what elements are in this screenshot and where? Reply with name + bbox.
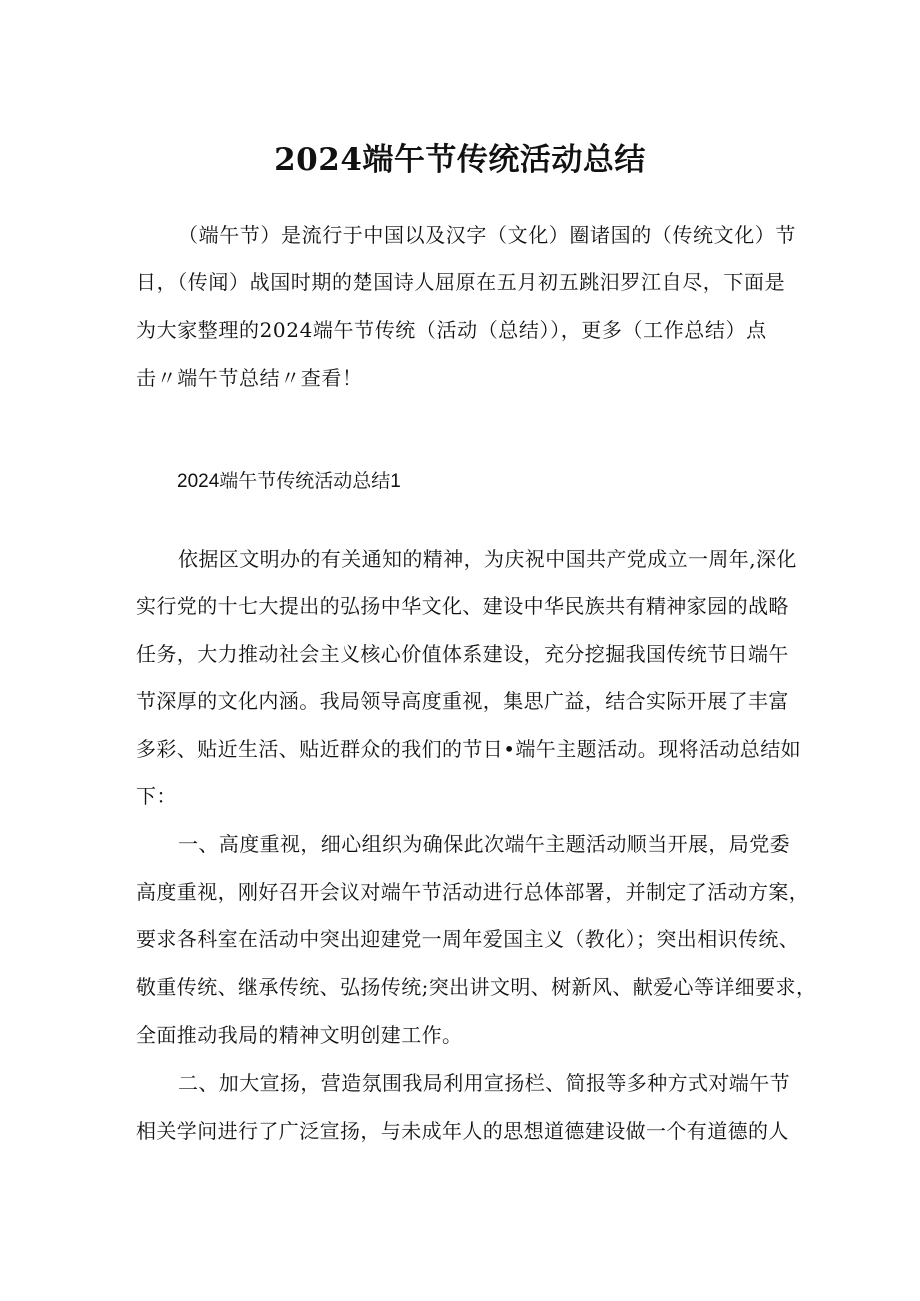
paragraph-line: 高度重视，刚好召开会议对端午节活动进行总体部署，并制定了活动方案， bbox=[136, 880, 810, 904]
paragraph-line: 一、高度重视，细心组织为确保此次端午主题活动顺当开展，局党委 bbox=[178, 832, 790, 856]
document-title: 2024端午节传统活动总结 bbox=[274, 142, 646, 178]
paragraph-line: 全面推动我局的精神文明创建工作。 bbox=[136, 1023, 463, 1047]
paragraph-line: 实行党的十七大提出的弘扬中华文化、建设中华民族共有精神家园的战略 bbox=[136, 594, 789, 618]
section-heading: 2024端午节传统活动总结1 bbox=[177, 471, 401, 492]
paragraph-line: 多彩、贴近生活、贴近群众的我们的节日•端午主题活动。现将活动总结如 bbox=[136, 737, 801, 761]
intro-line: 击〃端午节总结〃查看！ bbox=[136, 366, 363, 390]
paragraph-line: 节深厚的文化内涵。我局领导高度重视，集思广益，结合实际开展了丰富 bbox=[136, 689, 789, 713]
intro-line: 日，（传闻）战国时期的楚国诗人屈原在五月初五跳汨罗江自尽，下面是 bbox=[136, 270, 786, 294]
intro-line: 为大家整理的2024端午节传统（活动（总结）），更多（工作总结）点 bbox=[136, 318, 767, 342]
paragraph-line: 下： bbox=[136, 784, 177, 808]
paragraph-line: 相关学问进行了广泛宣扬，与未成年人的思想道德建设做一个有道德的人 bbox=[136, 1119, 789, 1143]
paragraph-line: 依据区文明办的有关通知的精神，为庆祝中国共产党成立一周年,深化 bbox=[178, 547, 797, 571]
paragraph-line: 敬重传统、继承传统、弘扬传统;突出讲文明、树新风、献爱心等详细要求， bbox=[136, 975, 817, 999]
paragraph-line: 任务，大力推动社会主义核心价值体系建设，充分挖掘我国传统节日端午 bbox=[136, 642, 789, 666]
intro-line: （端午节）是流行于中国以及汉字（文化）圈诸国的（传统文化）节 bbox=[178, 223, 796, 247]
paragraph-line: 要求各科室在活动中突出迎建党一周年爱国主义（教化）；突出相识传统、 bbox=[136, 927, 800, 951]
paragraph-line: 二、加大宣扬，营造氛围我局利用宣扬栏、简报等多种方式对端午节 bbox=[178, 1071, 790, 1095]
